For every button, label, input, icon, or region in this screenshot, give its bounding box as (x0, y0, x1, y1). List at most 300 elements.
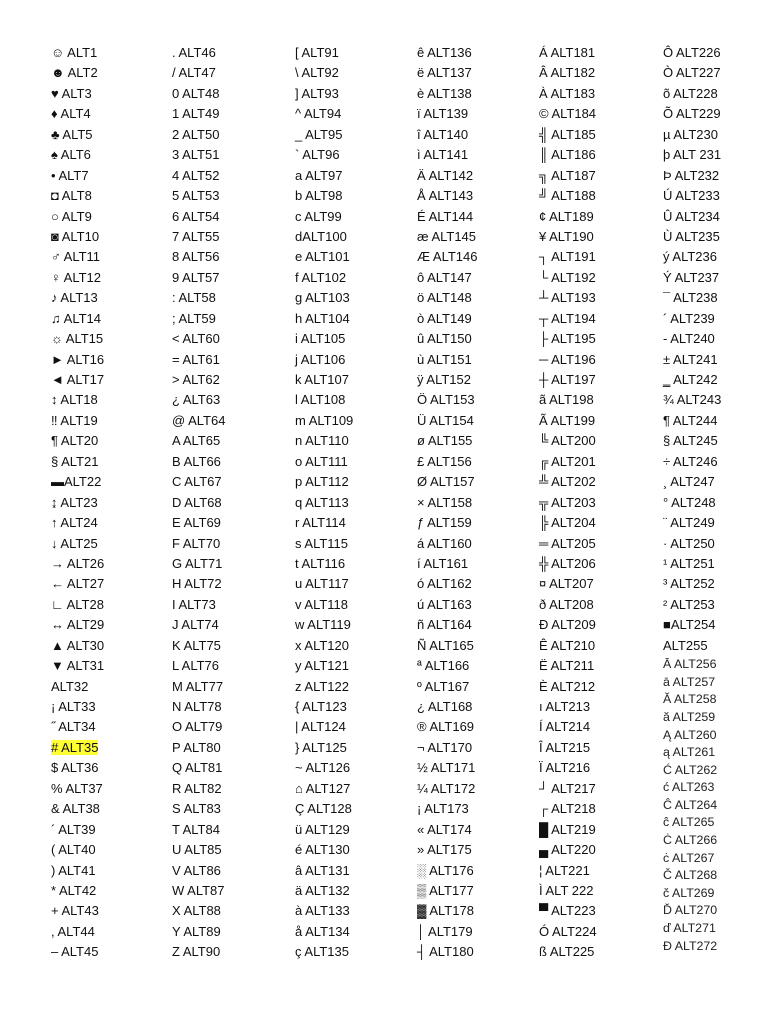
alt-code-label: Ö ALT153 (417, 392, 475, 408)
alt-code-entry (295, 758, 353, 778)
alt-code-entry (663, 534, 721, 554)
alt-code-entry (539, 207, 597, 227)
alt-code-label: - ALT240 (663, 331, 715, 347)
alt-code-entry (663, 762, 721, 780)
alt-code-label: ´ ALT239 (663, 310, 715, 326)
alt-code-label: ♠ ALT6 (51, 147, 91, 163)
column-6 (663, 43, 721, 955)
alt-code-label: ƒ ALT159 (417, 515, 472, 531)
alt-code-label: Þ ALT232 (663, 167, 720, 183)
alt-code-entry (295, 370, 353, 390)
alt-code-label: ¼ ALT172 (417, 780, 476, 796)
alt-code-entry (663, 938, 721, 956)
alt-code-label: – ALT45 (51, 944, 99, 960)
alt-code-entry (172, 166, 225, 186)
alt-code-label: ¹ ALT251 (663, 555, 715, 571)
alt-code-entry (539, 861, 597, 881)
alt-code-label: ═ ALT205 (539, 535, 596, 551)
alt-code-entry (539, 881, 597, 901)
alt-code-entry (539, 574, 597, 594)
alt-code-entry (539, 288, 597, 308)
alt-code-entry (417, 493, 477, 513)
alt-code-label: j ALT106 (295, 351, 346, 367)
alt-code-entry (417, 84, 477, 104)
alt-code-entry (295, 472, 353, 492)
alt-code-entry (295, 288, 353, 308)
alt-code-label: ┴ ALT193 (539, 290, 596, 306)
alt-code-label: ┤ ALT180 (417, 944, 474, 960)
alt-code-label: u ALT117 (295, 576, 349, 592)
alt-code-label: * ALT42 (51, 882, 97, 898)
alt-code-entry (417, 63, 477, 83)
alt-code-label: ░ ALT176 (417, 862, 474, 878)
alt-code-label: â ALT131 (295, 862, 350, 878)
alt-code-entry (295, 247, 353, 267)
alt-code-label: Ā ALT256 (663, 657, 717, 672)
alt-code-entry (663, 390, 721, 410)
alt-code-label: Ă ALT258 (663, 692, 717, 707)
alt-code-entry (172, 615, 225, 635)
alt-code-entry (51, 738, 104, 758)
alt-code-label: ♥ ALT3 (51, 85, 92, 101)
alt-code-entry (417, 350, 477, 370)
alt-code-entry (539, 717, 597, 737)
alt-code-label: w ALT119 (295, 617, 351, 633)
alt-code-entry (663, 186, 721, 206)
alt-code-label: ¿ ALT63 (172, 392, 221, 408)
alt-code-label: └ ALT192 (539, 269, 596, 285)
alt-code-entry (51, 329, 104, 349)
alt-code-entry (539, 268, 597, 288)
alt-code-label: g ALT103 (295, 290, 350, 306)
alt-code-entry (51, 268, 104, 288)
alt-code-label: ┼ ALT197 (539, 372, 596, 387)
alt-code-entry (172, 554, 225, 574)
alt-code-entry (663, 814, 721, 832)
alt-code-entry (295, 697, 353, 717)
alt-code-entry (172, 656, 225, 676)
alt-code-entry (663, 370, 721, 390)
alt-code-label: ╩ ALT202 (539, 474, 596, 490)
alt-code-label: ◄ ALT17 (51, 372, 105, 387)
alt-code-entry (172, 779, 225, 799)
alt-code-label: ) ALT41 (51, 862, 96, 878)
alt-code-entry (295, 656, 353, 676)
alt-code-label: Ã ALT199 (539, 412, 596, 428)
alt-code-label: ¶ ALT20 (51, 433, 99, 449)
alt-code-entry (417, 411, 477, 431)
alt-code-label: $ ALT36 (51, 760, 99, 776)
alt-code-label: ┬ ALT194 (539, 310, 596, 326)
alt-code-label: { ALT123 (295, 699, 347, 714)
alt-code-label: Ø ALT157 (417, 474, 475, 490)
alt-code-label: _ ALT95 (295, 126, 343, 142)
alt-code-entry (417, 799, 477, 819)
alt-code-entry (539, 329, 597, 349)
alt-code-label: ¾ ALT243 (663, 392, 722, 408)
alt-code-label: 1 ALT49 (172, 106, 220, 122)
alt-code-label: B ALT66 (172, 453, 221, 469)
alt-code-label: ° ALT248 (663, 494, 716, 510)
alt-code-entry (663, 268, 721, 288)
alt-code-entry (51, 779, 104, 799)
column-2 (172, 43, 225, 963)
alt-code-entry (172, 309, 225, 329)
alt-code-entry (663, 779, 721, 797)
alt-code-entry (295, 493, 353, 513)
alt-code-label: æ ALT145 (417, 228, 477, 244)
alt-code-label: p ALT112 (295, 474, 349, 490)
alt-code-entry (663, 595, 721, 615)
alt-code-label: ² ALT253 (663, 596, 715, 612)
alt-code-entry (172, 431, 225, 451)
alt-code-entry (663, 691, 721, 709)
alt-code-label: Õ ALT229 (663, 106, 721, 122)
alt-code-entry (539, 922, 597, 942)
alt-code-label: 8 ALT56 (172, 249, 220, 265)
alt-code-entry (51, 452, 104, 472)
alt-code-label: ä ALT132 (295, 882, 350, 898)
alt-code-entry (172, 186, 225, 206)
alt-code-entry (539, 227, 597, 247)
alt-code-label: < ALT60 (172, 331, 220, 347)
alt-code-entry (663, 472, 721, 492)
alt-code-entry (539, 779, 597, 799)
alt-code-entry (51, 717, 104, 737)
alt-code-label: ø ALT155 (417, 433, 473, 449)
alt-code-entry (51, 922, 104, 942)
alt-code-entry (539, 63, 597, 83)
alt-code-label: Â ALT182 (539, 65, 596, 81)
alt-code-label: J ALT74 (172, 617, 219, 633)
alt-code-label: ↑ ALT24 (51, 515, 98, 531)
alt-code-entry (417, 186, 477, 206)
alt-code-entry (295, 431, 353, 451)
alt-code-label: ð ALT208 (539, 596, 594, 612)
alt-code-entry (172, 63, 225, 83)
alt-code-entry (539, 595, 597, 615)
alt-code-entry (417, 717, 477, 737)
alt-code-label: Á ALT181 (539, 45, 596, 60)
alt-code-entry (417, 431, 477, 451)
alt-code-label: \ ALT92 (295, 65, 339, 81)
alt-code-label: l ALT108 (295, 392, 346, 408)
alt-code-entry (417, 881, 477, 901)
alt-code-label: ÿ ALT152 (417, 372, 471, 387)
alt-code-label: ^ ALT94 (295, 106, 342, 122)
alt-code-entry (51, 513, 104, 533)
alt-code-label: ♪ ALT13 (51, 290, 98, 306)
alt-code-entry (417, 861, 477, 881)
alt-code-label: ■ALT254 (663, 617, 716, 633)
alt-code-entry (663, 902, 721, 920)
alt-code-label: n ALT110 (295, 433, 349, 449)
alt-code-label: ¿ ALT168 (417, 699, 473, 714)
alt-code-label: ą ALT261 (663, 745, 716, 760)
alt-code-label: N ALT78 (172, 699, 222, 714)
alt-code-label: ù ALT151 (417, 351, 472, 367)
alt-code-entry (417, 779, 477, 799)
alt-code-label: Å ALT143 (417, 188, 474, 204)
alt-code-entry (417, 595, 477, 615)
alt-code-entry (539, 411, 597, 431)
alt-code-entry (663, 63, 721, 83)
alt-code-label: ↔ ALT29 (51, 617, 105, 633)
alt-code-label: } ALT125 (295, 739, 347, 755)
alt-code-label: 5 ALT53 (172, 188, 220, 204)
alt-code-label: a ALT97 (295, 167, 343, 183)
alt-code-label: ▼ ALT31 (51, 658, 105, 674)
alt-code-label: « ALT174 (417, 821, 472, 837)
alt-code-entry (539, 697, 597, 717)
alt-code-entry (51, 881, 104, 901)
alt-code-entry (539, 513, 597, 533)
alt-code-label: ā ALT257 (663, 674, 716, 689)
alt-code-entry (295, 125, 353, 145)
alt-code-entry (295, 350, 353, 370)
alt-code-entry (51, 554, 104, 574)
alt-code-label: Ï ALT216 (539, 760, 591, 776)
alt-code-label: s ALT115 (295, 535, 348, 551)
alt-code-label: Č ALT268 (663, 868, 718, 883)
alt-code-label: ALT255 (663, 637, 708, 653)
alt-code-entry (172, 820, 225, 840)
alt-code-entry (51, 656, 104, 676)
alt-code-label: i ALT105 (295, 331, 346, 347)
alt-code-label: É ALT144 (417, 208, 474, 224)
alt-code-label: ╠ ALT204 (539, 515, 596, 531)
alt-code-entry (51, 758, 104, 778)
alt-code-entry (172, 350, 225, 370)
alt-code-label: ë ALT137 (417, 65, 472, 81)
alt-code-entry (663, 832, 721, 850)
alt-code-entry (51, 799, 104, 819)
alt-code-label: L ALT76 (172, 658, 219, 674)
alt-code-label: ‗ ALT242 (663, 372, 718, 387)
alt-code-label: § ALT21 (51, 453, 99, 469)
alt-code-label: Ċ ALT266 (663, 833, 718, 848)
alt-code-label: t ALT116 (295, 555, 346, 571)
alt-code-label: ¨ ALT249 (663, 515, 715, 531)
alt-code-entry (51, 207, 104, 227)
alt-code-entry (663, 309, 721, 329)
alt-code-entry (539, 145, 597, 165)
alt-code-entry (539, 125, 597, 145)
alt-code-entry (295, 840, 353, 860)
alt-code-label: ▬ALT22 (51, 474, 102, 490)
alt-code-entry (539, 840, 597, 860)
alt-code-label: ¡ ALT33 (51, 699, 96, 714)
alt-code-label: ê ALT136 (417, 45, 472, 60)
alt-code-entry (663, 166, 721, 186)
alt-code-label: █ ALT219 (539, 821, 596, 837)
alt-code-label: . ALT46 (172, 45, 216, 60)
alt-code-entry (295, 329, 353, 349)
alt-code-label: S ALT83 (172, 801, 221, 817)
alt-code-entry (51, 125, 104, 145)
alt-code-entry (417, 370, 477, 390)
alt-code-entry (417, 534, 477, 554)
alt-code-label: ĉ ALT265 (663, 815, 715, 830)
alt-code-label: £ ALT156 (417, 453, 472, 469)
alt-code-entry (172, 411, 225, 431)
alt-code-label: ï ALT139 (417, 106, 469, 122)
alt-code-label: ☺ ALT1 (51, 45, 98, 60)
alt-code-entry (295, 922, 353, 942)
alt-code-label: » ALT175 (417, 842, 472, 858)
alt-code-entry (51, 63, 104, 83)
alt-code-entry (172, 104, 225, 124)
alt-code-entry (539, 104, 597, 124)
alt-code-label: ∟ ALT28 (51, 596, 104, 612)
alt-code-entry (172, 881, 225, 901)
alt-code-label: ↓ ALT25 (51, 535, 98, 551)
alt-code-entry (663, 247, 721, 267)
alt-code-entry (417, 452, 477, 472)
alt-code-label: Ď ALT270 (663, 903, 718, 918)
alt-code-label: ¡ ALT173 (417, 801, 469, 817)
alt-code-label: ċ ALT267 (663, 850, 715, 865)
alt-code-label: q ALT113 (295, 494, 349, 510)
alt-code-entry (539, 452, 597, 472)
alt-code-label: ³ ALT252 (663, 576, 715, 592)
alt-code-entry (663, 493, 721, 513)
alt-code-entry (295, 881, 353, 901)
alt-code-entry (172, 452, 225, 472)
alt-code-entry (539, 370, 597, 390)
alt-code-entry (539, 656, 597, 676)
alt-code-label: M ALT77 (172, 678, 224, 694)
alt-code-label: ć ALT263 (663, 780, 715, 795)
alt-code-label: ╗ ALT187 (539, 167, 596, 183)
alt-code-label: è ALT138 (417, 85, 472, 101)
alt-code-label: h ALT104 (295, 310, 350, 326)
alt-code-entry (417, 309, 477, 329)
alt-code-label: Ó ALT224 (539, 923, 597, 939)
alt-code-label: D ALT68 (172, 494, 222, 510)
alt-code-label: ] ALT93 (295, 85, 339, 101)
alt-code-label: ├ ALT195 (539, 331, 596, 347)
alt-code-entry (51, 636, 104, 656)
alt-code-entry (295, 145, 353, 165)
alt-code-label: Ñ ALT165 (417, 637, 474, 653)
alt-code-entry (663, 636, 721, 656)
alt-code-entry (51, 677, 104, 697)
alt-code-label: , ALT44 (51, 923, 95, 939)
alt-code-entry (295, 738, 353, 758)
alt-code-entry (172, 595, 225, 615)
alt-code-entry (51, 615, 104, 635)
alt-code-entry (539, 247, 597, 267)
alt-code-entry (539, 758, 597, 778)
alt-code-entry (663, 227, 721, 247)
alt-code-label: v ALT118 (295, 596, 348, 612)
alt-code-label: dALT100 (295, 228, 347, 244)
alt-code-entry (172, 574, 225, 594)
alt-code-label: k ALT107 (295, 372, 349, 387)
alt-code-label: ⌂ ALT127 (295, 780, 351, 796)
alt-code-label: ~ ALT126 (295, 760, 351, 776)
alt-code-entry (417, 104, 477, 124)
alt-code-label: + ALT43 (51, 903, 99, 919)
alt-code-entry (663, 104, 721, 124)
alt-code-label: ╦ ALT203 (539, 494, 596, 510)
alt-code-entry (295, 268, 353, 288)
alt-code-label: K ALT75 (172, 637, 221, 653)
alt-code-entry (417, 125, 477, 145)
alt-code-entry (51, 43, 104, 63)
alt-code-label: Í ALT214 (539, 719, 591, 735)
alt-code-label: ¬ ALT170 (417, 739, 473, 755)
alt-code-entry (295, 84, 353, 104)
alt-code-label: Đ ALT272 (663, 938, 718, 953)
alt-code-label: ◙ ALT10 (51, 228, 100, 244)
alt-code-entry (295, 574, 353, 594)
alt-code-label: ▄ ALT220 (539, 842, 596, 858)
alt-code-label: V ALT86 (172, 862, 221, 878)
column-5 (539, 43, 597, 963)
alt-code-entry (295, 615, 353, 635)
alt-code-label: ╬ ALT206 (539, 555, 596, 571)
alt-code-label: 0 ALT48 (172, 85, 220, 101)
alt-code-entry (539, 43, 597, 63)
alt-code-entry (172, 840, 225, 860)
alt-code-entry (295, 166, 353, 186)
alt-code-label: ┐ ALT191 (539, 249, 596, 265)
alt-code-label: % ALT37 (51, 780, 103, 796)
alt-code-entry (172, 145, 225, 165)
alt-code-label: T ALT84 (172, 821, 220, 837)
alt-code-entry (539, 615, 597, 635)
alt-code-label: á ALT160 (417, 535, 472, 551)
alt-code-entry (295, 636, 353, 656)
alt-code-label: ª ALT166 (417, 658, 470, 674)
alt-code-label: ╔ ALT201 (539, 453, 596, 469)
alt-code-label: ( ALT40 (51, 842, 96, 858)
alt-code-entry (172, 370, 225, 390)
alt-code-entry (539, 309, 597, 329)
alt-code-label: í ALT161 (417, 555, 469, 571)
alt-code-label: ` ALT96 (295, 147, 340, 163)
alt-code-entry (663, 513, 721, 533)
alt-code-label: R ALT82 (172, 780, 222, 796)
alt-code-label: ♦ ALT4 (51, 106, 91, 122)
alt-code-label: | ALT124 (295, 719, 346, 735)
alt-code-label: ► ALT16 (51, 351, 105, 367)
alt-code-label: > ALT62 (172, 372, 220, 387)
alt-code-label: Ú ALT233 (663, 188, 720, 204)
alt-code-label: 9 ALT57 (172, 269, 220, 285)
alt-code-entry (417, 207, 477, 227)
alt-code-label: È ALT212 (539, 678, 596, 694)
alt-code-label: C ALT67 (172, 474, 222, 490)
alt-code-entry (172, 247, 225, 267)
alt-code-label: ü ALT129 (295, 821, 350, 837)
alt-code-entry (417, 227, 477, 247)
alt-code-label: 7 ALT55 (172, 228, 220, 244)
alt-code-label: x ALT120 (295, 637, 349, 653)
alt-code-label: Ü ALT154 (417, 412, 474, 428)
alt-code-label: [ ALT91 (295, 45, 339, 60)
alt-code-label: ALT32 (51, 678, 89, 694)
alt-code-entry (295, 411, 353, 431)
alt-code-label: µ ALT230 (663, 126, 718, 142)
alt-code-label: ò ALT149 (417, 310, 472, 326)
alt-code-label: ▒ ALT177 (417, 882, 474, 898)
alt-code-label: e ALT101 (295, 249, 350, 265)
alt-code-entry (417, 43, 477, 63)
alt-code-entry (539, 799, 597, 819)
